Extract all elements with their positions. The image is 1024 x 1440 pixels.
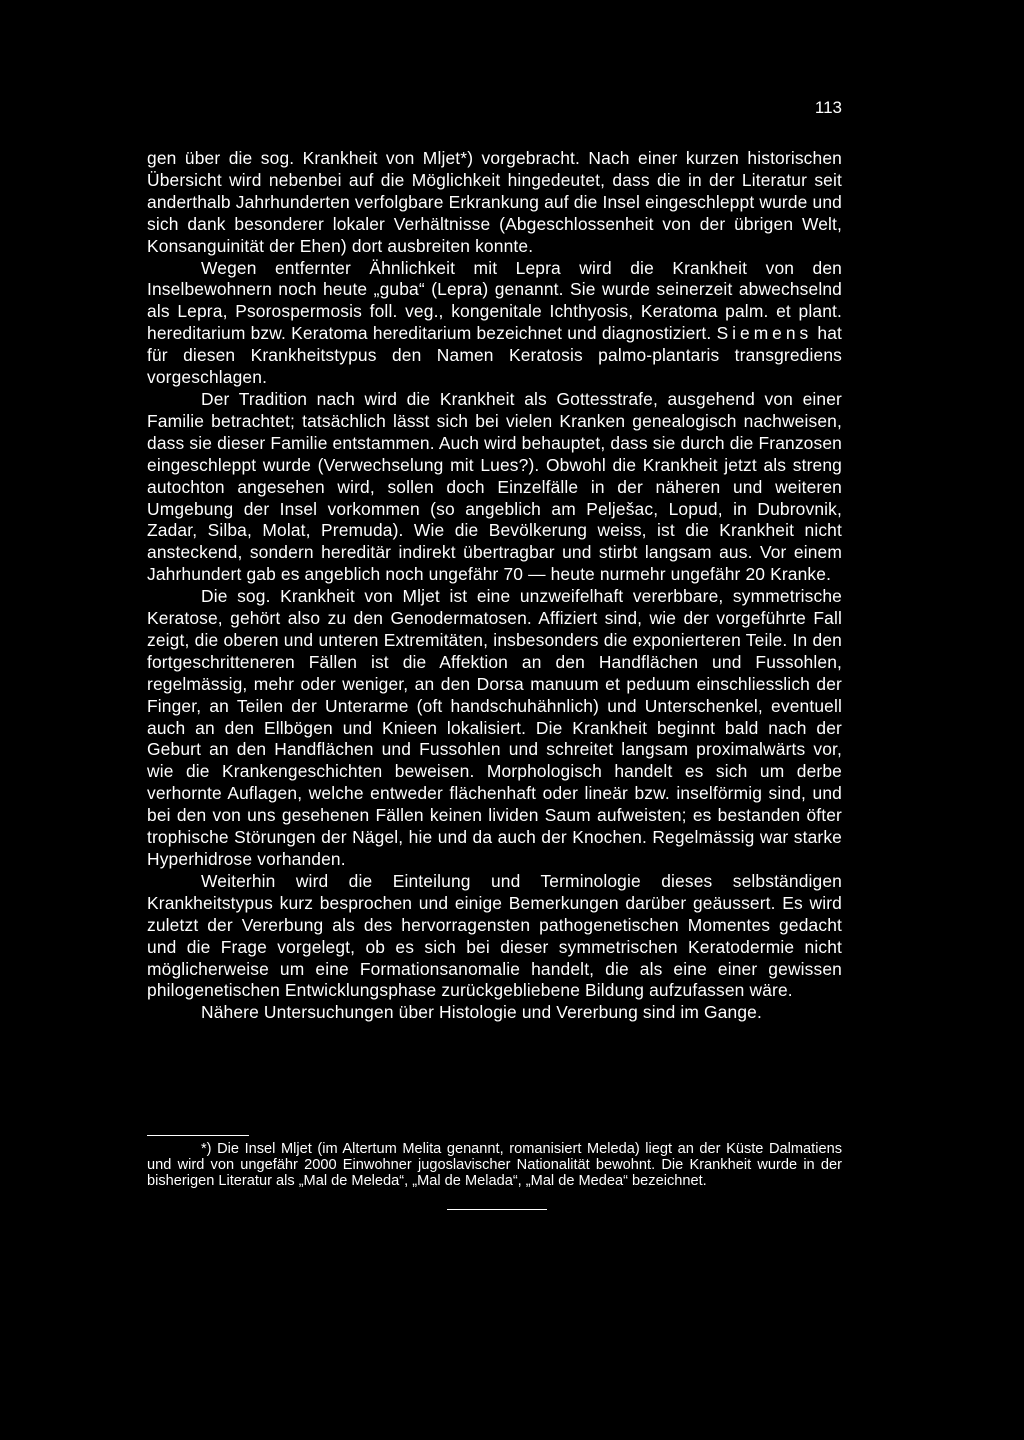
paragraph-5: Weiterhin wird die Einteilung und Terminologie dieses selbständigen Krankheitstypus kurz besprochen und einige Bemerkungen darüber geäussert. Es wird zuletzt der Vererbung als des hervorragensten pathogenetischen Momentes gedacht und die Frage vorgelegt, ob es sich bei dieser symmetrischen Keratodermie nicht möglicherweise um eine Formationsanomalie handelt, die als eine einer gewissen philogenetischen Entwicklungsphase zurückgebliebene Bildung aufzufassen wäre. bbox=[147, 870, 842, 1001]
footnote-text: *) Die Insel Mljet (im Altertum Melita genannt, romanisiert Meleda) liegt an der Küste Dalmatiens und wird von ungefähr 2000 Einwohner jugoslavischer Nationalität bewohnt. Die Krankheit wurde in der bisherigen Literatur als „Mal de Meleda“, „Mal de Melada“, „Mal de Medea“ bezeichnet. bbox=[147, 1141, 842, 1189]
paragraph-6: Nähere Untersuchungen über Histologie und Vererbung sind im Gange. bbox=[201, 1002, 762, 1023]
paragraph-2-rest: hat für diesen Krankheitstypus den Namen Keratosis palmo-plantaris transgrediens vorgeschlagen. bbox=[147, 323, 843, 388]
page-number: 113 bbox=[814, 98, 842, 117]
paragraph-3: Der Tradition nach wird die Krankheit als Gottesstrafe, ausgehend von einer Familie betrachtet; tatsächlich lässt sich bei vielen Kranken genealogisch nachweisen, dass sie dieser Familie entstammen. Auch wird behauptet, dass sie durch die Franzosen eingeschleppt wurde (Verwechselung mit Lues?). Obwohl die Krankheit jetzt als streng autochton angesehen wird, sollen doch Einzelfälle in der näheren und weiteren Umgebung der Insel vorkommen (so angeblich am Pelješac, Lopud, in Dubrovnik, Zadar, Silba, Molat, Premuda). Wie die Bevölkerung weiss, ist die Krankheit nicht ansteckend, sondern hereditär indirekt übertragbar und stirbt langsam aus. Vor einem Jahrhundert gab es angeblich noch ungefähr 70 — heute nurmehr ungefähr 20 Kranke. bbox=[147, 388, 842, 585]
author-name-siemens: Siemens bbox=[716, 323, 813, 344]
footnote bbox=[147, 1142, 842, 1189]
paragraph-2 bbox=[147, 258, 842, 389]
body-text bbox=[147, 148, 842, 1024]
paragraph-2-main: Wegen entfernter Ähnlichkeit mit Lepra wird die Krankheit von den Inselbewohnern noch heute „guba“ (Lepra) genannt. Sie wurde seinerzeit abwechselnd als Lepra, Psorospermosis foll. veg., kongenitale Ichthyosis, Keratoma palm. et plant. hereditarium bzw. Keratoma hereditarium bezeichnet und diagnostiziert. bbox=[147, 257, 842, 344]
paragraph-1: gen über die sog. Krankheit von Mljet*) vorgebracht. Nach einer kurzen historischen Übersicht wird nebenbei auf die Möglichkeit hingedeutet, dass die in der Literatur seit anderthalb Jahrhunderten verfolgbare Erkrankung auf die Insel eingeschleppt wurde und sich dank besonderer lokaler Verhältnisse (Abgeschlossenheit von der übrigen Welt, Konsanguinität der Ehen) dort ausbreiten konnte. bbox=[147, 148, 842, 256]
footnote-divider bbox=[147, 1135, 249, 1136]
paragraph-4: Die sog. Krankheit von Mljet ist eine unzweifelhaft vererbbare, symmetrische Keratose, gehört also zu den Genodermatosen. Affiziert sind, wie der vorgeführte Fall zeigt, die oberen und unteren Extremitäten, insbesonders die exponierteren Teile. In den fortgeschritteneren Fällen ist die Affektion an den Handflächen und Fussohlen, regelmässig, mehr oder weniger, an den Dorsa manuum et peduum einschliesslich der Finger, an Teilen der Unterarme (oft handschuhähnlich) und Unterschenkel, eventuell auch an den Ellbögen und Knieen lokalisiert. Die Krankheit beginnt bald nach der Geburt an den Handflächen und Fussohlen und schreitet langsam proximalwärts vor, wie die Krankengeschichten beweisen. Morphologisch handelt es sich um derbe verhornte Auflagen, welche entweder flächenhaft oder lineär bzw. inselförmig sind, und bei den von uns gesehenen Fällen keinen lividen Saum aufweisten; es bestanden öfter trophische Störungen der Nägel, hie und da auch der Knochen. Regelmässig war starke Hyperhidrose vorhanden. bbox=[147, 586, 842, 869]
end-divider bbox=[447, 1209, 547, 1210]
